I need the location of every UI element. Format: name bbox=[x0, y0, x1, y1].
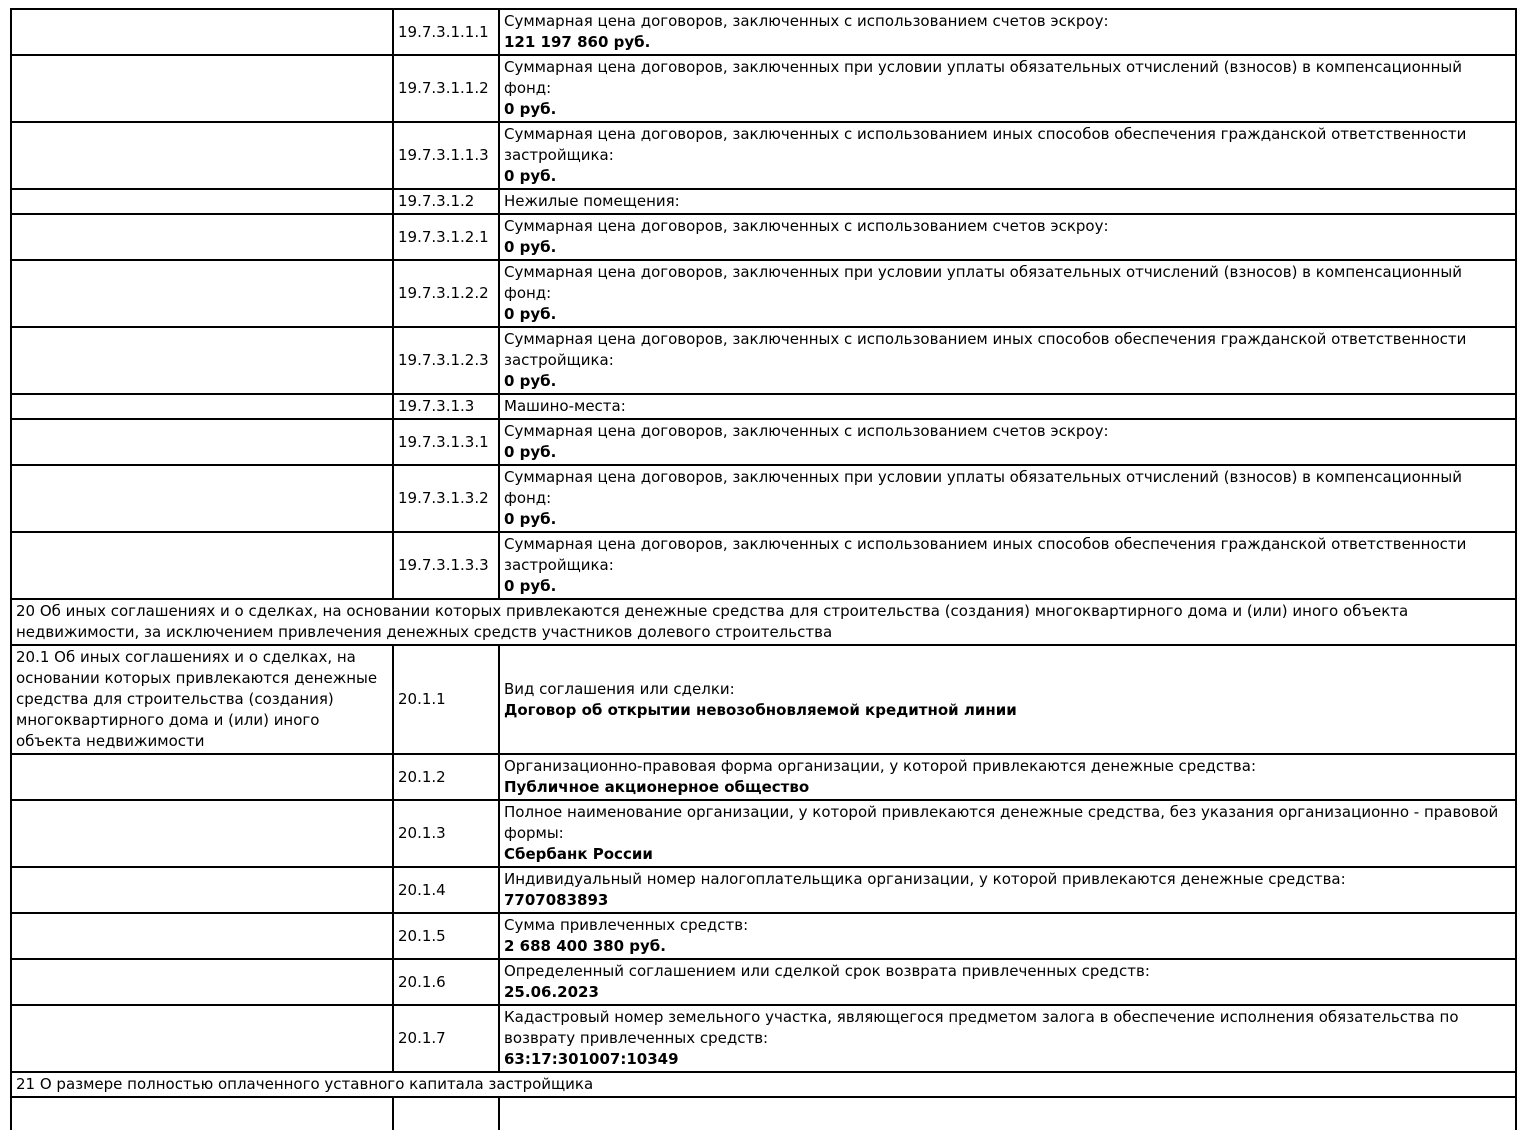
row-value: 0 руб. bbox=[504, 372, 557, 390]
row-content bbox=[499, 394, 1516, 419]
row-value: 121 197 860 руб. bbox=[504, 33, 651, 51]
row-label: Сумма привлеченных средств: bbox=[504, 916, 749, 934]
row-content bbox=[499, 419, 1516, 465]
row-code: 19.7.3.1.2.2 bbox=[393, 260, 499, 327]
row-spacer-cell bbox=[11, 465, 393, 532]
row-label: Суммарная цена договоров, заключенных при условии уплаты обязательных отчислений (взносов) в компенсационный фонд: bbox=[504, 468, 1462, 507]
table-row bbox=[11, 1005, 1516, 1072]
row-value: Публичное акционерное общество bbox=[504, 778, 810, 796]
row-spacer-cell bbox=[11, 754, 393, 800]
table-row bbox=[11, 532, 1516, 599]
row-label: Суммарная цена договоров, заключенных с использованием иных способов обеспечения гражданской ответственности застройщика: bbox=[504, 330, 1467, 369]
table-row bbox=[11, 260, 1516, 327]
row-label: Вид соглашения или сделки: bbox=[504, 679, 735, 698]
row-label: Суммарная цена договоров, заключенных с использованием иных способов обеспечения гражданской ответственности застройщика: bbox=[504, 535, 1467, 574]
row-spacer-cell bbox=[11, 327, 393, 394]
row-code: 20.1.2 bbox=[393, 754, 499, 800]
row-label: Нежилые помещения: bbox=[504, 192, 680, 210]
row-code: 19.7.3.1.1.2 bbox=[393, 55, 499, 122]
row-label: Организационно-правовая форма организации, у которой привлекаются денежные средства: bbox=[504, 757, 1256, 775]
table-row bbox=[11, 327, 1516, 394]
table-row bbox=[11, 754, 1516, 800]
row-value: 0 руб. bbox=[504, 305, 557, 323]
row-value: 0 руб. bbox=[504, 238, 557, 256]
section-row bbox=[11, 1072, 1516, 1097]
row-spacer-cell bbox=[11, 532, 393, 599]
section-title: 21 О размере полностью оплаченного уставного капитала застройщика bbox=[11, 1072, 1516, 1097]
row-code: 19.7.3.1.2.1 bbox=[393, 214, 499, 260]
row-content bbox=[499, 9, 1516, 55]
row-spacer-cell bbox=[11, 419, 393, 465]
row-code: 20.1.4 bbox=[393, 867, 499, 913]
row-label: Суммарная цена договоров, заключенных с использованием счетов эскроу: bbox=[504, 12, 1109, 30]
row-code: 20.1.1 bbox=[393, 645, 499, 754]
row-label: Суммарная цена договоров, заключенных при условии уплаты обязательных отчислений (взносов) в компенсационный фонд: bbox=[504, 58, 1462, 97]
clipped-next-row bbox=[11, 1097, 1516, 1130]
row-label: Суммарная цена договоров, заключенных с использованием счетов эскроу: bbox=[504, 217, 1109, 235]
table-row bbox=[11, 913, 1516, 959]
row-content bbox=[499, 189, 1516, 214]
row-label: Полное наименование организации, у которой привлекаются денежные средства, без указания организационно - правовой формы: bbox=[504, 803, 1499, 842]
row-spacer-cell bbox=[499, 1097, 1516, 1130]
table-row bbox=[11, 959, 1516, 1005]
row-content bbox=[499, 1005, 1516, 1072]
row-spacer-cell bbox=[11, 55, 393, 122]
row-spacer-cell bbox=[11, 9, 393, 55]
row-content bbox=[499, 55, 1516, 122]
row-code: 19.7.3.1.1.3 bbox=[393, 122, 499, 189]
row-content bbox=[499, 327, 1516, 394]
row-content bbox=[499, 645, 1516, 754]
table-row bbox=[11, 394, 1516, 419]
row-content bbox=[499, 913, 1516, 959]
row-content bbox=[499, 122, 1516, 189]
row-spacer-cell bbox=[11, 1097, 393, 1130]
row-spacer-cell bbox=[11, 800, 393, 867]
row-value: Договор об открытии невозобновляемой кредитной линии bbox=[504, 700, 1017, 719]
table-row bbox=[11, 465, 1516, 532]
table-row bbox=[11, 122, 1516, 189]
row-code: 19.7.3.1.2.3 bbox=[393, 327, 499, 394]
row-value: 63:17:301007:10349 bbox=[504, 1050, 679, 1068]
table-row bbox=[11, 419, 1516, 465]
row-label: Суммарная цена договоров, заключенных с использованием счетов эскроу: bbox=[504, 422, 1109, 440]
section-row bbox=[11, 599, 1516, 645]
row-spacer-cell bbox=[11, 913, 393, 959]
row-spacer-cell bbox=[393, 1097, 499, 1130]
row-spacer-cell bbox=[11, 122, 393, 189]
row-content bbox=[499, 800, 1516, 867]
row-code: 20.1.5 bbox=[393, 913, 499, 959]
row-spacer-cell bbox=[11, 260, 393, 327]
row-label: Кадастровый номер земельного участка, являющегося предметом залога в обеспечение исполнения обязательства по возврату привлеченных средств: bbox=[504, 1008, 1459, 1047]
row-value: 0 руб. bbox=[504, 510, 557, 528]
row-label: Машино-места: bbox=[504, 397, 626, 415]
row-code: 20.1.6 bbox=[393, 959, 499, 1005]
row-value: Сбербанк России bbox=[504, 845, 653, 863]
row-value: 0 руб. bbox=[504, 167, 557, 185]
row-value: 0 руб. bbox=[504, 443, 557, 461]
row-label: Суммарная цена договоров, заключенных при условии уплаты обязательных отчислений (взносов) в компенсационный фонд: bbox=[504, 263, 1462, 302]
row-code: 19.7.3.1.1.1 bbox=[393, 9, 499, 55]
row-content bbox=[499, 867, 1516, 913]
table-row bbox=[11, 55, 1516, 122]
row-code: 19.7.3.1.3.3 bbox=[393, 532, 499, 599]
table-row bbox=[11, 9, 1516, 55]
row-label: Определенный соглашением или сделкой срок возврата привлеченных средств: bbox=[504, 962, 1150, 980]
row-spacer-cell bbox=[11, 959, 393, 1005]
row-spacer-cell bbox=[11, 189, 393, 214]
row-value: 0 руб. bbox=[504, 100, 557, 118]
row-code: 19.7.3.1.2 bbox=[393, 189, 499, 214]
row-content bbox=[499, 532, 1516, 599]
row-value: 25.06.2023 bbox=[504, 983, 599, 1001]
row-value: 2 688 400 380 руб. bbox=[504, 937, 666, 955]
row-content bbox=[499, 754, 1516, 800]
row-code: 19.7.3.1.3.1 bbox=[393, 419, 499, 465]
row-code: 20.1.7 bbox=[393, 1005, 499, 1072]
row-value: 7707083893 bbox=[504, 891, 609, 909]
declaration-table bbox=[10, 8, 1517, 1130]
table-row bbox=[11, 800, 1516, 867]
table-row bbox=[11, 867, 1516, 913]
table-row bbox=[11, 214, 1516, 260]
table-row bbox=[11, 645, 1516, 754]
section-title: 20 Об иных соглашениях и о сделках, на основании которых привлекаются денежные средства для строительства (создания) многоквартирного дома и (или) иного объекта недвижимости, за исключением привлечения денежных средств участников долевого строительства bbox=[11, 599, 1516, 645]
row-label: Суммарная цена договоров, заключенных с использованием иных способов обеспечения гражданской ответственности застройщика: bbox=[504, 125, 1467, 164]
row-group-label: 20.1 Об иных соглашениях и о сделках, на основании которых привлекаются денежные средства для строительства (создания) многоквартирного дома и (или) иного объекта недвижимости bbox=[11, 645, 393, 754]
row-code: 20.1.3 bbox=[393, 800, 499, 867]
row-label: Индивидуальный номер налогоплательщика организации, у которой привлекаются денежные средства: bbox=[504, 870, 1346, 888]
row-code: 19.7.3.1.3.2 bbox=[393, 465, 499, 532]
row-content bbox=[499, 260, 1516, 327]
row-code: 19.7.3.1.3 bbox=[393, 394, 499, 419]
row-value: 0 руб. bbox=[504, 577, 557, 595]
row-spacer-cell bbox=[11, 867, 393, 913]
row-spacer-cell bbox=[11, 214, 393, 260]
row-spacer-cell bbox=[11, 394, 393, 419]
row-content bbox=[499, 214, 1516, 260]
row-spacer-cell bbox=[11, 1005, 393, 1072]
row-content bbox=[499, 959, 1516, 1005]
table-row bbox=[11, 189, 1516, 214]
row-content bbox=[499, 465, 1516, 532]
